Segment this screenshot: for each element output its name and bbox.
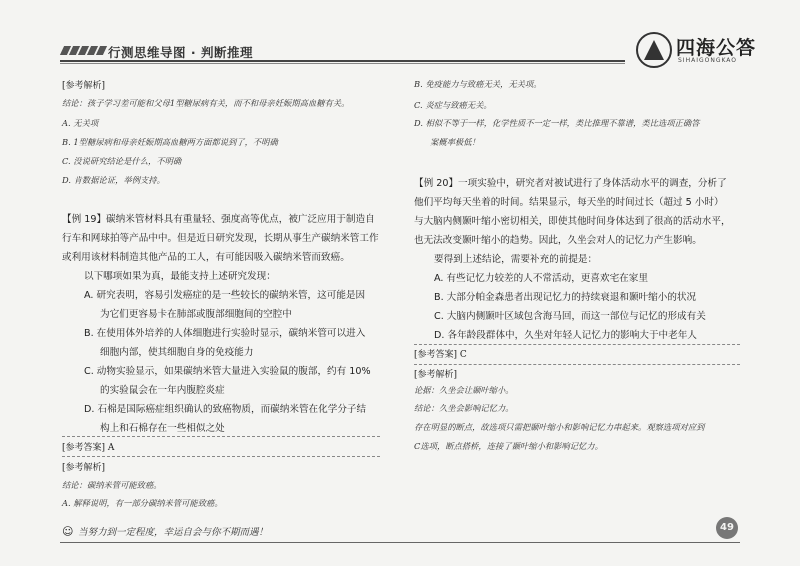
ref-analysis-label: [参考解析] xyxy=(62,463,106,473)
conclusion-text: 结论：碳纳米管可能致癌。 xyxy=(62,480,162,490)
example-19-option-c: 的实验鼠会在一年内腹腔炎症 xyxy=(100,385,225,396)
option-d-analysis: D. 肯数据论证，举例支持。 xyxy=(62,175,165,185)
header-decoration xyxy=(62,46,105,55)
divider xyxy=(414,364,740,365)
option-a-analysis: A. 无关项 xyxy=(62,118,99,128)
answer-label: [参考答案] C xyxy=(414,350,467,360)
example-19-option-a: 为它们更容易卡在肺部或腹部细胞间的空腔中 xyxy=(100,309,292,320)
example-20-option-c: C. 大脑内侧颞叶区域包含海马回，而这一部位与记忆的形成有关 xyxy=(434,311,706,322)
example-20-option-d: D. 各年龄段群体中，久坐对年轻人记忆力的影响大于中老年人 xyxy=(434,330,697,341)
logo-sail-icon xyxy=(636,32,672,68)
option-c-analysis: C. 炎症与致癌无关。 xyxy=(414,100,492,110)
option-b-analysis: B. 免疫能力与致癌无关，无关项。 xyxy=(414,79,542,89)
example-20-option-b: B. 大部分帕金森患者出现记忆力的持续衰退和颞叶缩小的状况 xyxy=(434,292,697,303)
example-19-question: 以下哪项如果为真，最能支持上述研究发现： xyxy=(84,271,276,282)
option-d-analysis: D. 相似不等于一样，化学性质不一定一样，类比推理不靠谱，类比选项正确答 xyxy=(414,118,700,128)
logo-subtext: SIHAIGONGKAO xyxy=(678,57,738,64)
ref-analysis-label: [参考解析] xyxy=(62,81,106,91)
conclusion-text: 结论：孩子学习差可能和父母1型糖尿病有关，而不和母亲妊娠期高血糖有关。 xyxy=(62,98,350,108)
ref-analysis-label: [参考解析] xyxy=(414,370,458,380)
example-20-text: 也无法改变颞叶缩小的趋势。因此，久坐会对人的记忆力产生影响。 xyxy=(414,235,702,246)
example-19-option-b: B. 在使用体外培养的人体细胞进行实验时显示，碳纳米管可以进入 xyxy=(84,328,366,339)
argument-text: 论据：久坐会让颞叶缩小。 xyxy=(414,385,514,395)
conclusion-text: 结论：久坐会影响记忆力。 xyxy=(414,403,514,413)
example-19-text: 或利用该材料制造其他产品的工人，有可能因吸入碳纳米管而致癌。 xyxy=(62,252,350,263)
option-b-analysis: B. 1型糖尿病和母亲妊娠期高血糖两方面都说到了，不明确 xyxy=(62,137,278,147)
example-19-option-d: D. 石棉是国际癌症组织确认的致癌物质，而碳纳米管在化学分子结 xyxy=(84,404,367,415)
footer-rule xyxy=(60,542,740,543)
example-20-option-a: A. 有些记忆力较差的人不常活动，更喜欢宅在家里 xyxy=(434,273,648,284)
logo xyxy=(636,30,766,70)
option-a-analysis: A. 解释说明，有一部分碳纳米管可能致癌。 xyxy=(62,498,223,508)
example-20-question: 要得到上述结论，需要补充的前提是： xyxy=(434,254,598,265)
example-19-text: 【例 19】碳纳米管材料具有重量轻、强度高等优点，被广泛应用于制造自 xyxy=(62,214,375,225)
header-rule-thin xyxy=(60,63,625,64)
example-19-option-a: A. 研究表明，容易引发癌症的是一些较长的碳纳米管，这可能是因 xyxy=(84,290,366,301)
example-20-text: 他们平均每天坐着的时间。结果显示，每天坐的时间过长（超过 5 小时） xyxy=(414,197,724,208)
option-c-analysis: C. 没说研究结论是什么，不明确 xyxy=(62,156,182,166)
option-d-analysis: 案概率极低！ xyxy=(430,137,480,147)
answer-label: [参考答案] A xyxy=(62,443,115,453)
logo-text: 四海公答 xyxy=(676,37,757,59)
smile-icon: ☺ xyxy=(62,525,74,538)
bridge-analysis: C选项，断点搭桥，连接了颞叶缩小和影响记忆力。 xyxy=(414,441,603,451)
divider xyxy=(62,436,380,437)
divider xyxy=(414,344,740,345)
header-title: 行测思维导图 · 判断推理 xyxy=(108,45,253,60)
example-19-option-d: 构上和石棉存在一些相似之处 xyxy=(100,423,225,434)
example-19-option-c: C. 动物实验显示，如果碳纳米管大量进入实验鼠的腹部，约有 10% xyxy=(84,366,371,377)
example-20-text: 【例 20】一项实验中，研究者对被试进行了身体活动水平的调查，分析了 xyxy=(414,178,727,189)
example-19-option-b: 细胞内部，使其细胞自身的免疫能力 xyxy=(100,347,254,358)
page-number: 49 xyxy=(716,517,738,539)
bridge-analysis: 存在明显的断点，故选项只需把颞叶缩小和影响记忆力串起来。观察选项对应到 xyxy=(414,422,705,432)
footer-slogan: 当努力到一定程度，幸运自会与你不期而遇！ xyxy=(78,527,269,538)
header-rule xyxy=(60,60,625,62)
example-19-text: 行车和网球拍等产品中中。但是近日研究发现，长期从事生产碳纳米管工作 xyxy=(62,233,379,244)
example-20-text: 与大脑内侧颞叶缩小密切相关，即使其他时间身体达到了很高的活动水平， xyxy=(414,216,731,227)
divider xyxy=(62,456,380,457)
